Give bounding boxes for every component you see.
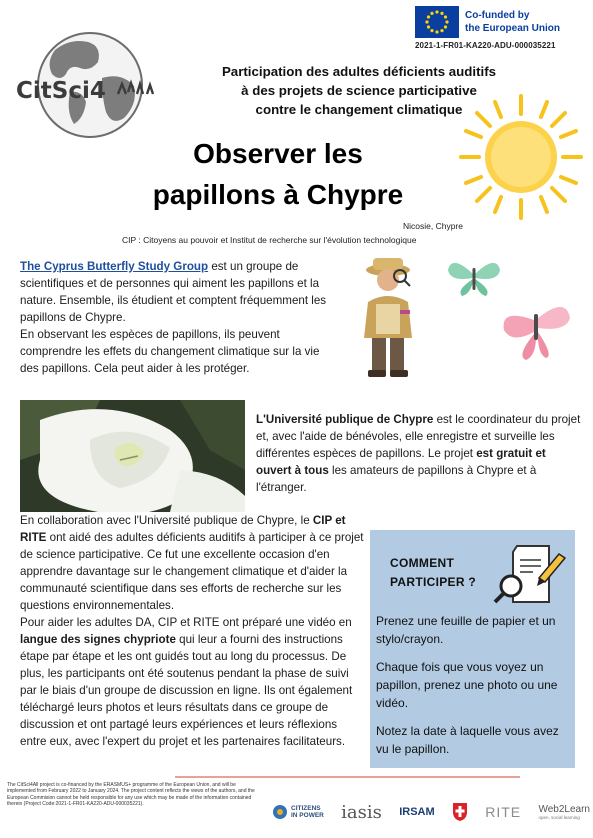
rite-logo: RITE bbox=[485, 804, 522, 820]
butterfly-on-flower-photo bbox=[20, 400, 245, 512]
participation-steps bbox=[376, 612, 572, 768]
subtitle-line-1: Participation des adultes déficients auditifs bbox=[221, 64, 497, 79]
irsam-logo: IRSAM bbox=[399, 806, 435, 818]
institution-shield-icon bbox=[452, 802, 468, 822]
iasis-logo: iasis bbox=[341, 801, 382, 823]
web2learn-logo: Web2Learn open, social learning bbox=[538, 804, 590, 820]
step-3: Notez la date à laquelle vous avez vu le papillon. bbox=[376, 724, 559, 756]
step-1: Prenez une feuille de papier et un stylo/crayon. bbox=[376, 614, 556, 646]
location-label: Nicosie, Chypre bbox=[403, 221, 463, 231]
participate-title: COMMENT PARTICIPER ? bbox=[390, 556, 477, 589]
collab-para-2: Pour aider les adultes DA, CIP et RITE ont préparé une vidéo en langue des signes chypriote qui leur a fourni des instructions étape par étape et les ont guidés tout au long du processus. De plus, les participants ont été soutenus pendant la phase de suivi par le biais d'un groupe de discussion en ligne. Ils ont également téléchargé leurs photos et leurs résultats dans ce groupe de discussion et ont partagé leurs expériences et leurs réflexions entre eux, avec l'expert du projet et les partenaires facilitateurs. bbox=[20, 616, 353, 748]
university-paragraph: L'Université publique de Chypre est le coordinateur du projet et, avec l'aide de bénévoles, elle enregistre et surveille les différentes espèces de papillons. Le projet est gratuit et ouvert à tous les amateurs de papillons à Chypre et à l'étranger. bbox=[256, 413, 581, 494]
citizens-in-power-logo: CITIZENS IN POWER bbox=[272, 804, 324, 820]
sun-illustration bbox=[455, 92, 587, 222]
how-to-participate-box bbox=[370, 530, 575, 768]
eu-flag-icon bbox=[415, 6, 459, 38]
researcher-icon bbox=[364, 258, 412, 377]
project-code: 2021-1-FR01-KA220-ADU-000035221 bbox=[415, 41, 556, 50]
funding-disclaimer: The CitSci4All project is co-financed by the ERASMUS+ programme of the European Union, and will be implemented from February 2022 to January 2024. The project content reflects the views of the authors, and the European Commision cannot be held responsible for any use which may be made of the information contained therein (Project Code:2021-1-FR01-KA220-ADU-000035221). bbox=[7, 782, 255, 807]
researcher-butterflies-illustration bbox=[340, 252, 585, 382]
collaboration-paragraph bbox=[20, 512, 365, 750]
organization-label: CIP : Citoyens au pouvoir et Institut de recherche sur l'évolution technologique bbox=[122, 235, 417, 245]
eu-funding-line2: the European Union bbox=[465, 23, 560, 34]
subtitle-line-2: à des projets de science participative bbox=[241, 83, 477, 98]
page-title bbox=[128, 133, 428, 215]
footer-divider bbox=[175, 776, 520, 778]
citsci4all-logo bbox=[10, 28, 160, 143]
intro-text-2: En observant les espèces de papillons, ils peuvent comprendre les effets du changement climatique sur la vie des papillons. Cela peut aider à les protéger. bbox=[20, 328, 320, 375]
partner-logos bbox=[272, 795, 590, 829]
pink-butterfly-icon bbox=[504, 307, 570, 360]
step-2: Chaque fois que vous voyez un papillon, prenez une photo ou une vidéo. bbox=[376, 660, 558, 710]
subtitle-line-3: contre le changement climatique bbox=[255, 102, 463, 117]
green-butterfly-icon bbox=[448, 263, 500, 296]
butterfly-study-group-link[interactable]: The Cyprus Butterfly Study Group bbox=[20, 260, 209, 273]
intro-paragraph: The Cyprus Butterfly Study Group est un groupe de scientifiques et de personnes qui aiment les papillons et la nature. Ensemble, ils étudient et comptent fréquemment les papillons de Chypre. En observant les espèces de papillons, ils peuvent comprendre les effets du changement climatique sur la vie des papillons. Cela peut aider à les protéger. bbox=[20, 260, 327, 375]
svg-text:CitSci4: CitSci4 bbox=[16, 78, 106, 104]
collab-para-1: En collaboration avec l'Université publique de Chypre, le CIP et RITE ont aidé des adultes déficients auditifs à participer à ce projet de science participative. Ce fut une excellente occasion d'en apprendre davantage sur le changement climatique et d'aider la communauté scientifique dans ses efforts de recherche sur les questions environnementales. bbox=[20, 514, 364, 612]
title-line-2: papillons à Chypre bbox=[152, 179, 404, 210]
document-magnifier-icon bbox=[493, 542, 567, 606]
title-line-1: Observer les bbox=[193, 138, 363, 169]
eu-funding-line1: Co-funded by bbox=[465, 10, 530, 21]
eu-cofunded-badge bbox=[415, 6, 585, 38]
